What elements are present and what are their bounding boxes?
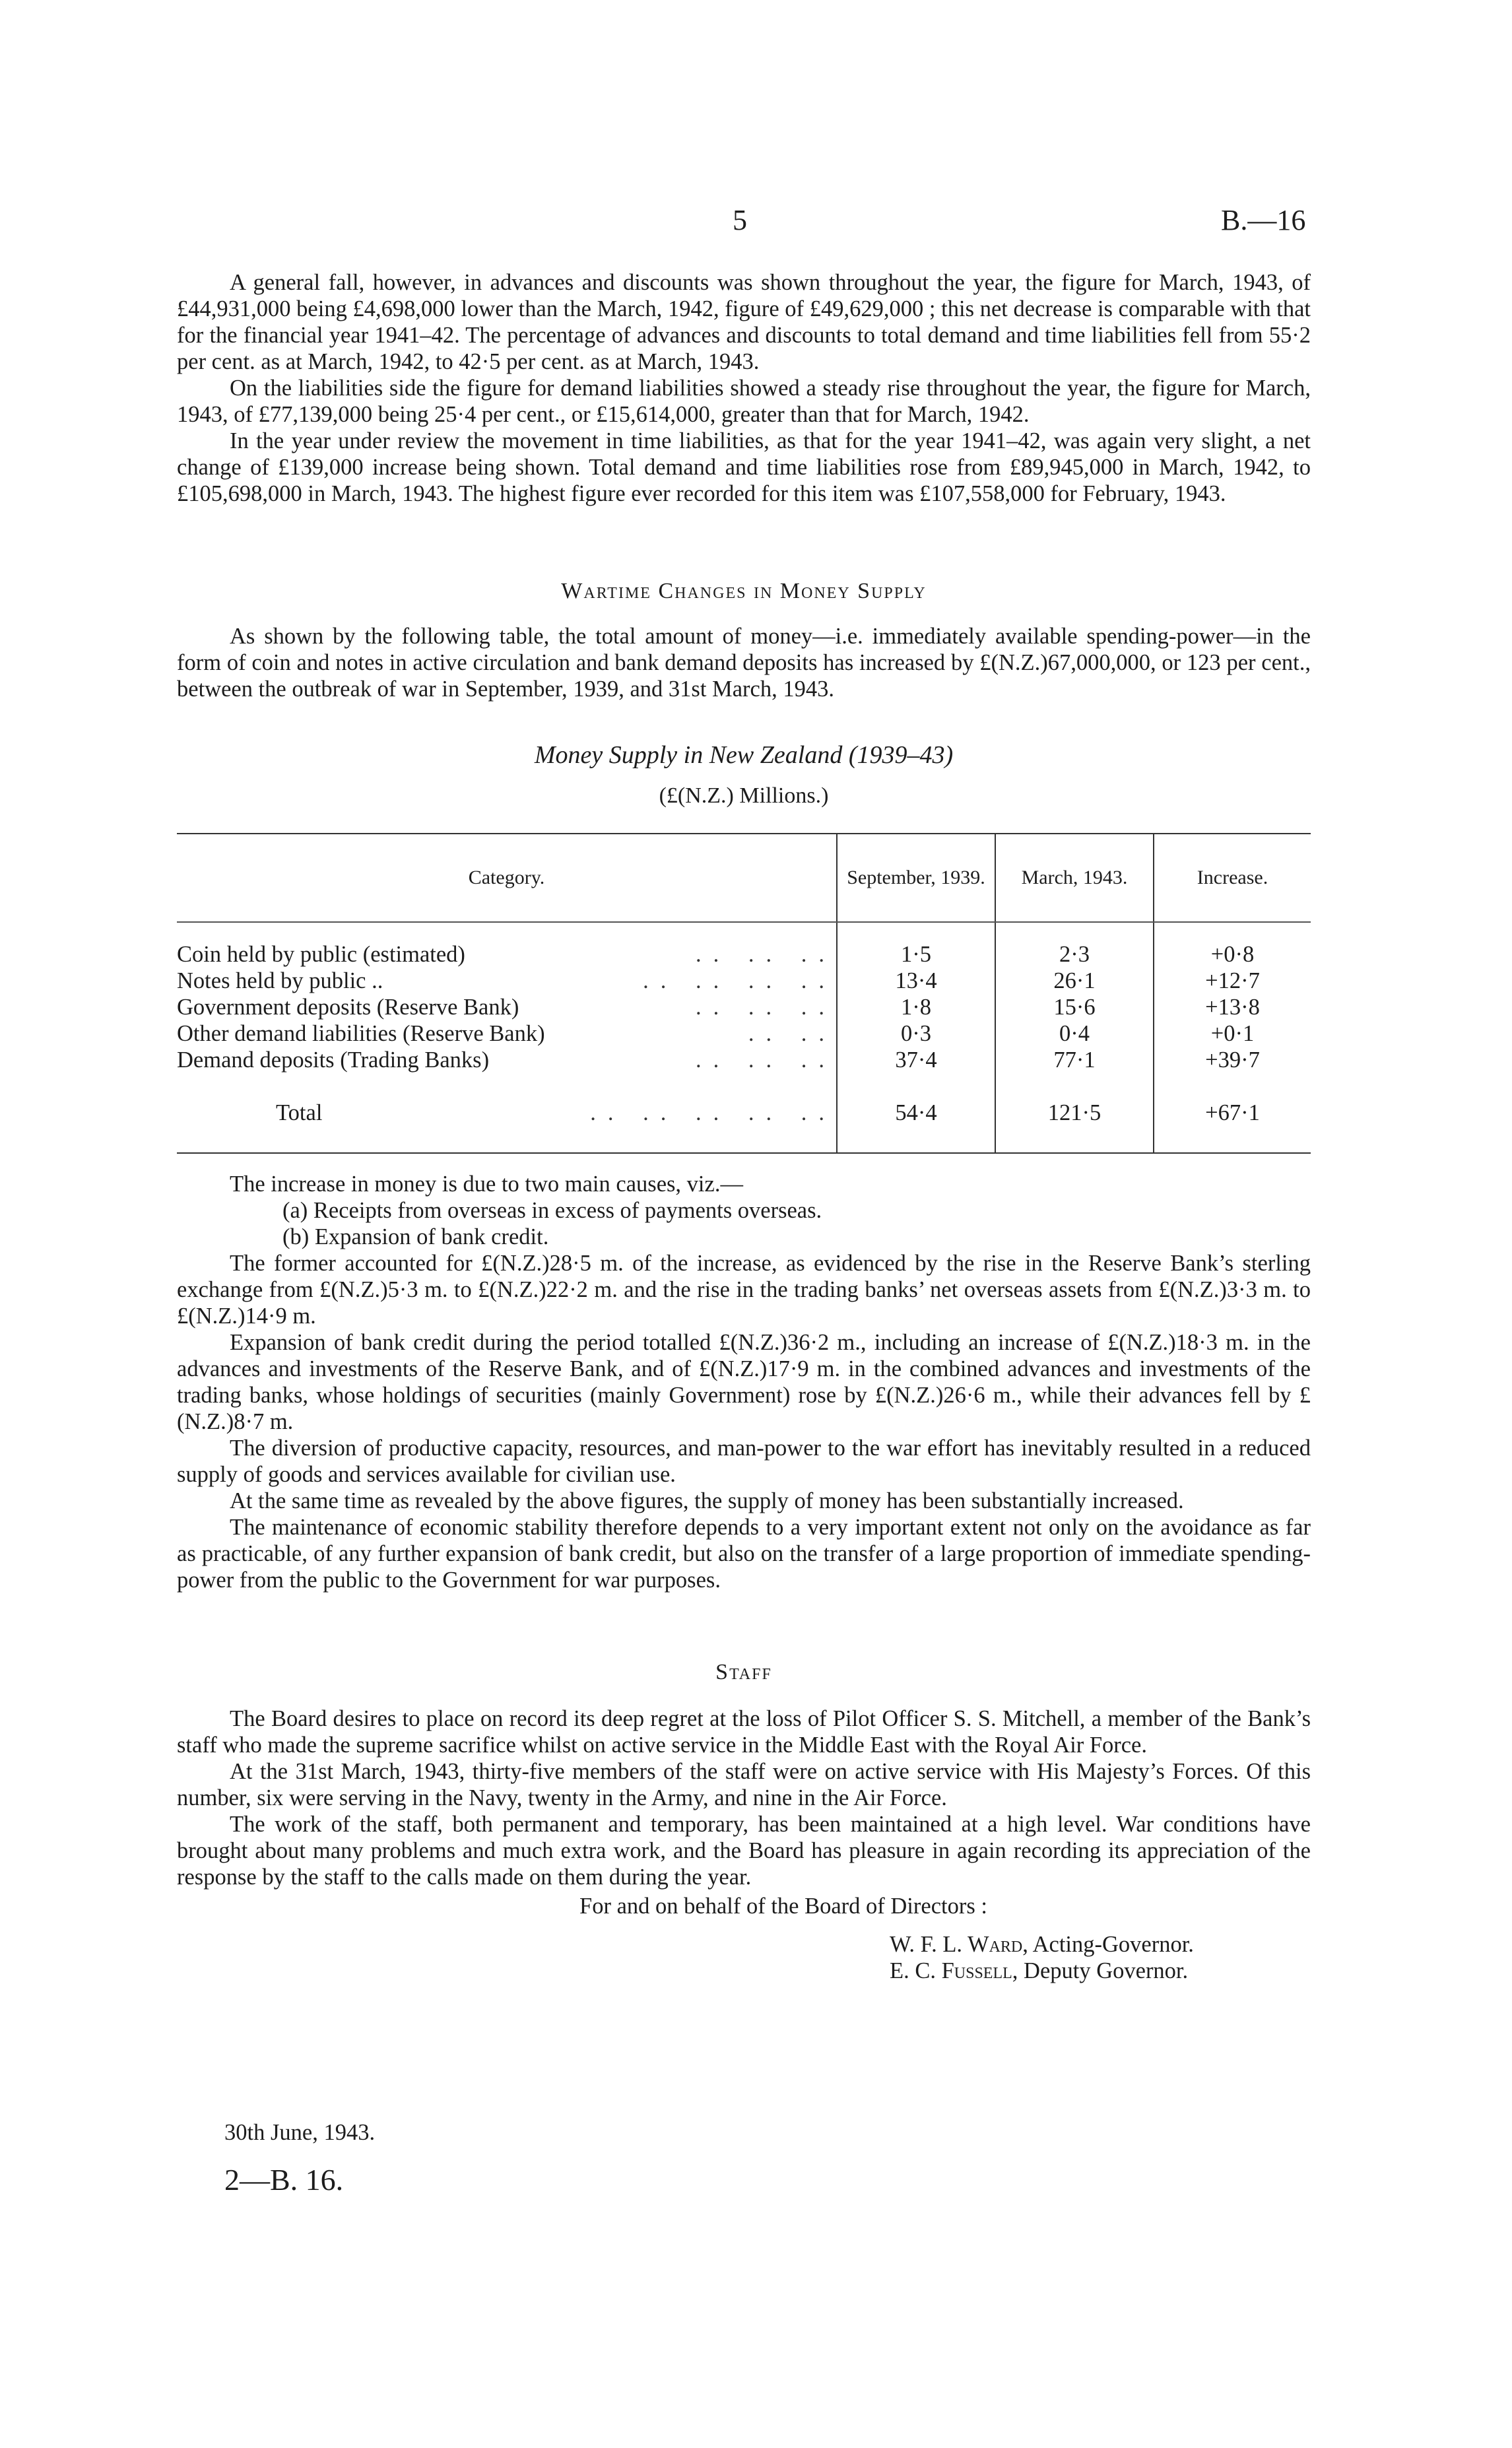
table-row: [177, 1020, 1311, 1047]
cause-item-a: (a) Receipts from overseas in excess of payments overseas.: [282, 1198, 822, 1223]
table-subtitle: (£(N.Z.) Millions.): [659, 783, 829, 808]
row-mar-1943: 77·1: [995, 1047, 1154, 1073]
row-mar-1943: 2·3: [995, 922, 1154, 968]
leader-dots: .. .. ..: [696, 1047, 836, 1073]
page-number: 5: [733, 204, 747, 236]
row-sep-1939: 37·4: [837, 1047, 995, 1073]
row-mar-1943: 0·4: [995, 1020, 1154, 1047]
row-category: Notes held by public ..: [177, 968, 383, 993]
cause-item-b: (b) Expansion of bank credit.: [282, 1224, 549, 1249]
page-body: [177, 269, 1311, 1984]
intro-paragraph-2: On the liabilities side the figure for demand liabilities showed a steady rise throughout the year, the figure for March, 1943, of £77,139,000 being 25·4 per cent., or £15,614,000, greater than that for March, 1942.: [177, 376, 1311, 427]
header-category: Category.: [177, 834, 837, 922]
table-row: [177, 922, 1311, 968]
total-mar-1943: 121·5: [995, 1073, 1154, 1153]
table-title: Money Supply in New Zealand (1939–43): [534, 741, 954, 769]
row-category: Government deposits (Reserve Bank): [177, 995, 519, 1020]
signatory-2-name: E. C. Fussell,: [890, 1958, 1018, 1983]
money-supply-table: [177, 833, 1311, 1154]
signatory-1-title: Acting-Governor.: [1028, 1932, 1194, 1957]
row-category: Demand deposits (Trading Banks): [177, 1047, 490, 1073]
after-table-paragraph-4: The diversion of productive capacity, resources, and man-power to the war effort has inevitably resulted in a reduced supply of goods and services available for civilian use.: [177, 1436, 1311, 1487]
after-table-paragraph-5: At the same time as revealed by the above figures, the supply of money has been substantially increased.: [230, 1488, 1184, 1513]
staff-paragraph-1: The Board desires to place on record its deep regret at the loss of Pilot Officer S. S. Mitchell, a member of the Bank’s staff who made the supreme sacrifice whilst on active service in the Middle East with the Royal Air Force.: [177, 1706, 1311, 1758]
header-september-1939: September, 1939.: [837, 834, 995, 922]
leader-dots: .. .. .. ..: [643, 968, 836, 993]
row-sep-1939: 1·5: [837, 922, 995, 968]
intro-paragraph-3: In the year under review the movement in time liabilities, as that for the year 1941–42, was again very slight, a net change of £139,000 increase being shown. Total demand and time liabilities rose from £89,945,000 in March, 1942, to £105,698,000 in March, 1943. The highest figure ever recorded for this item was £107,558,000 for February, 1943.: [177, 428, 1311, 506]
row-sep-1939: 1·8: [837, 994, 995, 1020]
header-increase: Increase.: [1154, 834, 1311, 922]
row-increase: +13·8: [1154, 994, 1311, 1020]
signature-1: [890, 1931, 1311, 1958]
header-march-1943: March, 1943.: [995, 834, 1154, 922]
row-increase: +0·8: [1154, 922, 1311, 968]
signatory-2-title: Deputy Governor.: [1018, 1958, 1189, 1983]
document-code: B.—16: [1221, 204, 1306, 236]
row-increase: +39·7: [1154, 1047, 1311, 1073]
staff-paragraph-2: At the 31st March, 1943, thirty-five members of the staff were on active service with His Majesty’s Forces. Of this number, six were serving in the Navy, twenty in the Army, and nine in the Air Force.: [177, 1759, 1311, 1810]
leader-dots: .. ..: [748, 1021, 836, 1046]
signatures: [177, 1931, 1311, 1984]
table-row: [177, 994, 1311, 1020]
total-sep-1939: 54·4: [837, 1073, 995, 1153]
row-mar-1943: 26·1: [995, 968, 1154, 994]
table-header-row: [177, 834, 1311, 922]
table-row: [177, 1047, 1311, 1073]
causes-intro: The increase in money is due to two main causes, viz.—: [230, 1172, 743, 1197]
total-label: Total: [276, 1100, 323, 1125]
leader-dots: .. .. ..: [696, 942, 836, 967]
after-table-paragraph-2: The former accounted for £(N.Z.)28·5 m. of the increase, as evidenced by the rise in the Reserve Bank’s sterling exchange from £(N.Z.)5·3 m. to £(N.Z.)22·2 m. and the rise in the trading banks’ net overseas assets from £(N.Z.)3·3 m. to £(N.Z.)14·9 m.: [177, 1251, 1311, 1329]
section-heading-staff: Staff: [715, 1660, 772, 1684]
behalf-line: For and on behalf of the Board of Directors :: [579, 1894, 987, 1919]
row-sep-1939: 13·4: [837, 968, 995, 994]
leader-dots: .. .. .. .. ..: [590, 1100, 836, 1125]
row-category: Coin held by public (estimated): [177, 942, 465, 967]
row-category: Other demand liabilities (Reserve Bank): [177, 1021, 545, 1046]
row-mar-1943: 15·6: [995, 994, 1154, 1020]
row-increase: +12·7: [1154, 968, 1311, 994]
table-total-row: [177, 1073, 1311, 1153]
table-row: [177, 968, 1311, 994]
row-increase: +0·1: [1154, 1020, 1311, 1047]
footer-code: 2—B. 16.: [224, 2163, 344, 2197]
document-date: 30th June, 1943.: [224, 2120, 376, 2145]
staff-paragraph-3: The work of the staff, both permanent and temporary, has been maintained at a high level. War conditions have brought about many problems and much extra work, and the Board has pleasure in again recording its appreciation of the response by the staff to the calls made on them during the year.: [177, 1812, 1311, 1890]
signature-2: [890, 1958, 1311, 1984]
section-heading-money-supply: Wartime Changes in Money Supply: [561, 579, 927, 603]
money-supply-intro: As shown by the following table, the total amount of money—i.e. immediately available spending-power—in the form of coin and notes in active circulation and bank demand deposits has increased by £(N.Z.)67,000,000, or 123 per cent., between the outbreak of war in September, 1939, and 31st March, 1943.: [177, 624, 1311, 702]
after-table-paragraph-6: The maintenance of economic stability therefore depends to a very important extent not only on the avoidance as far as practicable, of any further expansion of bank credit, but also on the transfer of a large proportion of immediate spending-power from the public to the Government for war purposes.: [177, 1515, 1311, 1593]
total-increase: +67·1: [1154, 1073, 1311, 1153]
intro-paragraph-1: A general fall, however, in advances and discounts was shown throughout the year, the figure for March, 1943, of £44,931,000 being £4,698,000 lower than the March, 1942, figure of £49,629,000 ; this net decrease is comparable with that for the financial year 1941–42. The percentage of advances and discounts to total demand and time liabilities fell from 55·2 per cent. as at March, 1942, to 42·5 per cent. as at March, 1943.: [177, 270, 1311, 374]
row-sep-1939: 0·3: [837, 1020, 995, 1047]
signatory-1-name: W. F. L. Ward,: [890, 1932, 1028, 1957]
after-table-paragraph-3: Expansion of bank credit during the period totalled £(N.Z.)36·2 m., including an increase of £(N.Z.)18·3 m. in the advances and investments of the Reserve Bank, and of £(N.Z.)17·9 m. in the combined advances and investments of the trading banks, whose holdings of securities (mainly Government) rose by £(N.Z.)26·6 m., while their advances fell by £(N.Z.)8·7 m.: [177, 1330, 1311, 1434]
leader-dots: .. .. ..: [696, 995, 836, 1020]
